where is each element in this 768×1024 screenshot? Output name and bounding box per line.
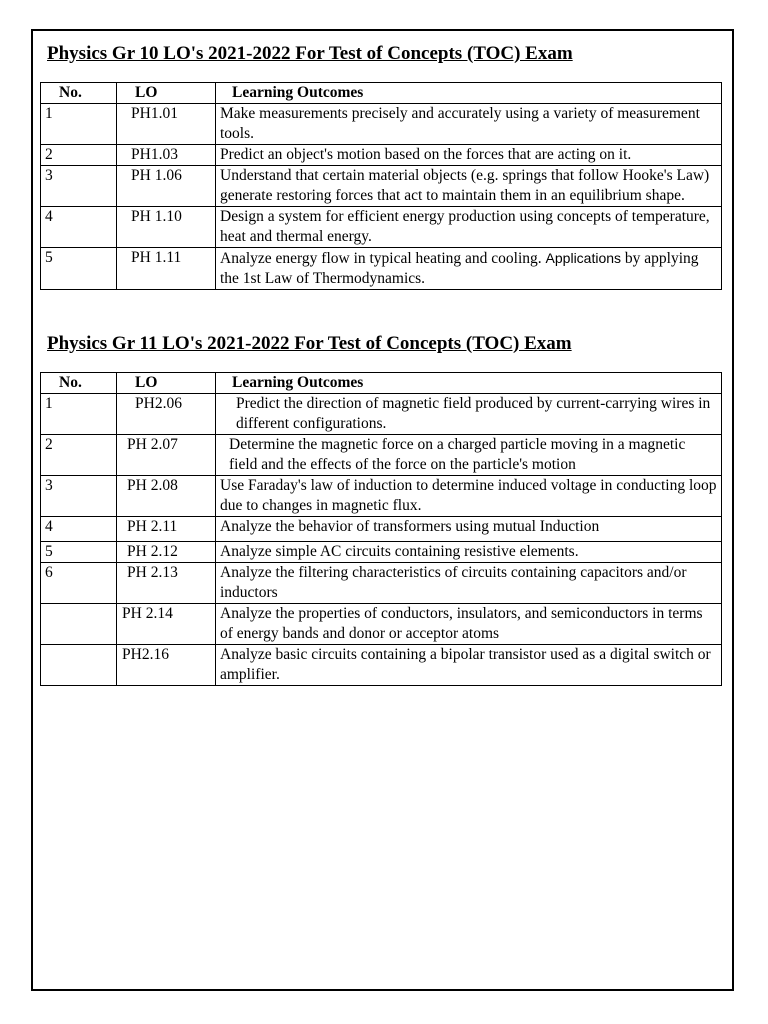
table-row	[41, 476, 722, 517]
row-no: 2	[41, 435, 117, 476]
gr10-header-row	[41, 83, 722, 104]
header-no: No.	[41, 83, 117, 104]
row-no: 1	[41, 104, 117, 145]
gr11-table	[40, 372, 722, 686]
gr10-title: Physics Gr 10 LO's 2021-2022 For Test of Concepts (TOC) Exam	[47, 43, 573, 64]
gr10-table	[40, 82, 722, 290]
outcome-part: by applying the 1st Law of Thermodynamics.	[220, 250, 699, 287]
table-row	[41, 145, 722, 166]
table-row	[41, 166, 722, 207]
row-outcome: Use Faraday's law of induction to determine induced voltage in conducting loop due to changes in magnetic flux.	[216, 476, 722, 517]
row-outcome: Analyze the behavior of transformers using mutual Induction	[216, 517, 722, 542]
table-row	[41, 207, 722, 248]
row-lo: PH 1.06	[117, 166, 216, 207]
table-row	[41, 604, 722, 645]
row-no: 1	[41, 394, 117, 435]
row-no: 6	[41, 563, 117, 604]
outcome-part: Applications	[545, 250, 622, 266]
gr11-section	[40, 332, 721, 686]
header-outcomes: Learning Outcomes	[216, 373, 722, 394]
row-no	[41, 645, 117, 686]
row-outcome: Analyze simple AC circuits containing resistive elements.	[216, 542, 722, 563]
table-row	[41, 435, 722, 476]
table-row	[41, 542, 722, 563]
row-no: 5	[41, 248, 117, 290]
row-lo: PH1.03	[117, 145, 216, 166]
row-lo: PH2.06	[117, 394, 216, 435]
gr11-title: Physics Gr 11 LO's 2021-2022 For Test of Concepts (TOC) Exam	[47, 333, 572, 354]
row-outcome: Determine the magnetic force on a charged particle moving in a magnetic field and the effects of the force on the particle's motion	[216, 435, 722, 476]
row-lo: PH 2.08	[117, 476, 216, 517]
row-lo: PH1.01	[117, 104, 216, 145]
row-no: 4	[41, 207, 117, 248]
table-row	[41, 645, 722, 686]
row-lo: PH 2.07	[117, 435, 216, 476]
header-no: No.	[41, 373, 117, 394]
header-outcomes: Learning Outcomes	[216, 83, 722, 104]
row-lo: PH 2.14	[117, 604, 216, 645]
table-row	[41, 248, 722, 290]
row-outcome: Understand that certain material objects (e.g. springs that follow Hooke's Law) generate restoring forces that act to maintain them in an equilibrium shape.	[216, 166, 722, 207]
row-lo: PH 1.11	[117, 248, 216, 290]
row-outcome: Predict an object's motion based on the forces that are acting on it.	[216, 145, 722, 166]
row-no: 5	[41, 542, 117, 563]
row-lo: PH 2.11	[117, 517, 216, 542]
row-outcome: Make measurements precisely and accurately using a variety of measurement tools.	[216, 104, 722, 145]
row-outcome: Analyze the properties of conductors, insulators, and semiconductors in terms of energy bands and donor or acceptor atoms	[216, 604, 722, 645]
row-no: 3	[41, 476, 117, 517]
row-outcome: Analyze the filtering characteristics of circuits containing capacitors and/or inductors	[216, 563, 722, 604]
row-no: 2	[41, 145, 117, 166]
table-row	[41, 563, 722, 604]
table-row	[41, 517, 722, 542]
row-lo: PH 1.10	[117, 207, 216, 248]
gr11-header-row	[41, 373, 722, 394]
row-lo: PH 2.12	[117, 542, 216, 563]
row-outcome	[216, 248, 722, 290]
header-lo: LO	[117, 83, 216, 104]
header-lo: LO	[117, 373, 216, 394]
row-no: 4	[41, 517, 117, 542]
row-outcome: Design a system for efficient energy production using concepts of temperature, heat and thermal energy.	[216, 207, 722, 248]
row-lo: PH 2.13	[117, 563, 216, 604]
row-outcome: Predict the direction of magnetic field produced by current-carrying wires in different configurations.	[216, 394, 722, 435]
row-no: 3	[41, 166, 117, 207]
row-outcome: Analyze basic circuits containing a bipolar transistor used as a digital switch or amplifier.	[216, 645, 722, 686]
gr10-section	[40, 42, 721, 290]
row-lo: PH2.16	[117, 645, 216, 686]
row-no	[41, 604, 117, 645]
table-row	[41, 104, 722, 145]
table-row	[41, 394, 722, 435]
outcome-part: Analyze energy flow in typical heating and cooling.	[220, 250, 546, 267]
